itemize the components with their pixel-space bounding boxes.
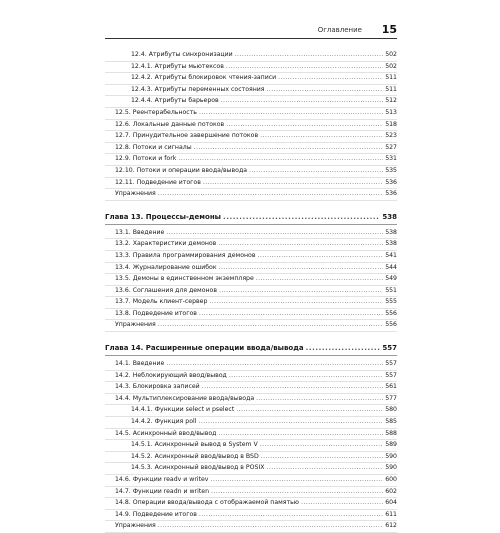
toc-entry-title: 14.4.1. Функции select и pselect (131, 406, 235, 414)
dot-leader (211, 487, 383, 498)
toc-entry-page: 512 (385, 97, 397, 105)
toc-entry-title: 13.2. Характеристики демонов (115, 240, 217, 248)
toc-entry-page: 585 (385, 418, 397, 426)
toc-entry-row (105, 239, 397, 251)
toc-entry-page: 544 (385, 263, 397, 271)
toc-entry-page: 604 (385, 499, 397, 507)
toc-entry-title: 12.4.2. Атрибуты блокировок чтения-записи (131, 74, 277, 82)
toc-entry-page: 535 (385, 166, 397, 174)
toc-entry-title: 12.4.4. Атрибуты барьеров (131, 97, 219, 105)
toc-entry-row (105, 131, 397, 143)
toc-entry-title: 12.4.3. Атрибуты переменных состояния (131, 85, 265, 93)
toc-entry-page: 612 (385, 522, 397, 530)
dot-leader (226, 120, 383, 131)
toc-entry-title: 13.1. Введение (115, 228, 165, 236)
toc-entry-row (105, 475, 397, 487)
toc-entry-row (105, 286, 397, 298)
toc-entry-row (105, 309, 397, 321)
toc-entry-page: 541 (385, 251, 397, 259)
toc-entry-title: Упражнения (115, 321, 156, 329)
toc-entry-page: 502 (385, 62, 397, 70)
toc-entry-page: 536 (385, 190, 397, 198)
toc-entry-row (105, 371, 397, 383)
toc-entry-row (105, 85, 397, 97)
dot-leader (226, 62, 383, 73)
dot-leader (306, 341, 381, 355)
dot-leader (198, 417, 383, 428)
toc-entry-page: 538 (385, 240, 397, 248)
dot-leader (235, 50, 384, 61)
toc-entry-page: 557 (385, 360, 397, 368)
dot-leader (219, 286, 383, 297)
toc-entry-page: 556 (385, 321, 397, 329)
toc-entry-title: 12.6. Локальные данные потоков (115, 120, 225, 128)
toc-chapter-row (105, 341, 397, 356)
toc-entry-row (105, 263, 397, 275)
toc-entry-page: 580 (385, 406, 397, 414)
toc-entry-page: 511 (385, 74, 397, 82)
toc-chapter-row (105, 210, 397, 225)
toc-entry-title: 14.5.1. Асинхронный вывод в System V (131, 441, 258, 449)
toc-entry-title: 13.5. Демоны в единственном экземпляре (115, 275, 254, 283)
toc-entry-row (105, 108, 397, 120)
dot-leader (229, 371, 383, 382)
running-title: Оглавление (317, 26, 362, 34)
toc-entry-title: 12.7. Принудительное завершение потоков (115, 132, 259, 140)
dot-leader (209, 297, 383, 308)
toc-entry-page: 551 (385, 286, 397, 294)
toc-entry-title: 14.9. Подведение итогов (115, 510, 197, 518)
dot-leader (218, 239, 383, 250)
toc-entry-title: 12.8. Потоки и сигналы (115, 143, 192, 151)
dot-leader (249, 166, 383, 177)
toc-entry-page: 556 (385, 309, 397, 317)
toc-entry-title: 14.3. Блокировка записей (115, 383, 200, 391)
toc-entry-row (105, 251, 397, 263)
toc-entry-title: Упражнения (115, 522, 156, 530)
table-of-contents (105, 50, 397, 533)
toc-entry-title: 14.5.3. Асинхронный ввод/вывод в POSIX (131, 464, 265, 472)
toc-entry-title: Упражнения (115, 190, 156, 198)
dot-leader (166, 228, 383, 239)
toc-entry-page: 588 (385, 429, 397, 437)
toc-entry-page: 557 (385, 371, 397, 379)
dot-leader (203, 178, 383, 189)
toc-entry-page: 557 (382, 344, 397, 353)
toc-entry-row (105, 143, 397, 155)
toc-entry-title: 13.4. Журналирование ошибок (115, 263, 217, 271)
dot-leader (158, 521, 383, 532)
toc-entry-page: 538 (385, 228, 397, 236)
toc-entry-title: 13.6. Соглашения для демонов (115, 286, 217, 294)
toc-entry-row (105, 510, 397, 522)
toc-entry-title: 13.3. Правила программирования демонов (115, 251, 256, 259)
toc-entry-title: Глава 13. Процессы-демоны (105, 212, 221, 221)
dot-leader (194, 143, 384, 154)
toc-entry-row (105, 297, 397, 309)
toc-entry-page: 590 (385, 452, 397, 460)
dot-leader (256, 274, 383, 285)
dot-leader (223, 210, 380, 224)
toc-entry-title: 14.5.2. Асинхронный ввод/вывод в BSD (131, 452, 259, 460)
dot-leader (221, 96, 384, 107)
toc-entry-page: 536 (385, 178, 397, 186)
toc-entry-row (105, 382, 397, 394)
toc-entry-row (105, 73, 397, 85)
toc-entry-title: 13.8. Подведение итогов (115, 309, 197, 317)
toc-entry-row (105, 274, 397, 286)
toc-entry-row (105, 62, 397, 74)
toc-entry-row (105, 405, 397, 417)
toc-entry-title: 13.7. Модель клиент-сервер (115, 298, 208, 306)
toc-entry-row (105, 359, 397, 371)
toc-entry-row (105, 154, 397, 166)
toc-entry-row (105, 440, 397, 452)
toc-entry-row (105, 166, 397, 178)
toc-entry-page: 577 (385, 394, 397, 402)
dot-leader (267, 463, 384, 474)
dot-leader (260, 131, 383, 142)
toc-entry-row (105, 320, 397, 332)
dot-leader (267, 85, 384, 96)
dot-leader (158, 320, 383, 331)
toc-entry-page: 561 (385, 383, 397, 391)
toc-entry-title: 12.11. Подведение итогов (115, 178, 201, 186)
toc-entry-title: 14.1. Введение (115, 360, 165, 368)
dot-leader (260, 440, 383, 451)
toc-entry-page: 589 (385, 441, 397, 449)
toc-entry-page: 555 (385, 298, 397, 306)
dot-leader (278, 73, 383, 84)
toc-entry-title: 12.5. Реентерабельность (115, 108, 197, 116)
toc-entry-title: 12.4. Атрибуты синхронизации (131, 51, 233, 58)
toc-entry-row (105, 120, 397, 132)
toc-entry-row (105, 429, 397, 441)
toc-entry-page: 611 (385, 510, 397, 518)
toc-entry-page: 523 (385, 132, 397, 140)
page-number: 15 (381, 23, 397, 36)
dot-leader (166, 359, 383, 370)
toc-entry-page: 602 (385, 487, 397, 495)
toc-entry-title: 14.5. Асинхронный ввод/вывод (115, 429, 217, 437)
toc-entry-title: 14.4.2. Функция poll (131, 418, 197, 426)
dot-leader (218, 429, 383, 440)
toc-entry-row (105, 178, 397, 190)
toc-entry-row (105, 394, 397, 406)
toc-entry-title: Глава 14. Расширенные операции ввода/вывода (105, 344, 304, 353)
dot-leader (158, 189, 383, 200)
toc-entry-row (105, 96, 397, 108)
toc-entry-row (105, 452, 397, 464)
dot-leader (219, 263, 384, 274)
toc-entry-page: 527 (385, 143, 397, 151)
dot-leader (236, 405, 383, 416)
toc-entry-row (105, 228, 397, 240)
toc-entry-page: 531 (385, 155, 397, 163)
toc-entry-row (105, 521, 397, 533)
toc-entry-title: 14.2. Неблокирующий ввод/вывод (115, 371, 227, 379)
dot-leader (256, 394, 383, 405)
toc-entry-page: 511 (385, 85, 397, 93)
toc-entry-row (105, 189, 397, 201)
dot-leader (199, 108, 383, 119)
dot-leader (210, 475, 383, 486)
toc-entry-page: 538 (382, 212, 397, 221)
toc-entry-title: 14.4. Мультиплексирование ввода/вывода (115, 394, 255, 402)
toc-entry-page: 549 (385, 275, 397, 283)
toc-entry-row (105, 463, 397, 475)
toc-entry-row (105, 487, 397, 499)
toc-entry-page: 502 (385, 51, 397, 58)
toc-entry-title: 14.7. Функции readn и writen (115, 487, 209, 495)
toc-entry-title: 12.9. Потоки и fork (115, 155, 177, 163)
toc-entry-page: 590 (385, 464, 397, 472)
dot-leader (202, 382, 383, 393)
toc-entry-page: 600 (385, 476, 397, 483)
toc-entry-title: 12.4.1. Атрибуты мьютексов (131, 62, 224, 70)
dot-leader (261, 452, 383, 463)
dot-leader (257, 251, 383, 262)
page-header (105, 22, 397, 39)
dot-leader (199, 510, 383, 521)
toc-entry-row (105, 50, 397, 62)
toc-entry-row (105, 417, 397, 429)
toc-entry-title: 12.10. Потоки и операции ввода/вывода (115, 166, 248, 174)
toc-entry-title: 14.8. Операции ввода/вывода с отображаемой памятью (115, 499, 299, 507)
toc-entry-page: 518 (385, 120, 397, 128)
dot-leader (178, 154, 383, 165)
dot-leader (199, 309, 383, 320)
toc-entry-title: 14.6. Функции readv и writev (115, 476, 209, 483)
toc-entry-page: 513 (385, 108, 397, 116)
